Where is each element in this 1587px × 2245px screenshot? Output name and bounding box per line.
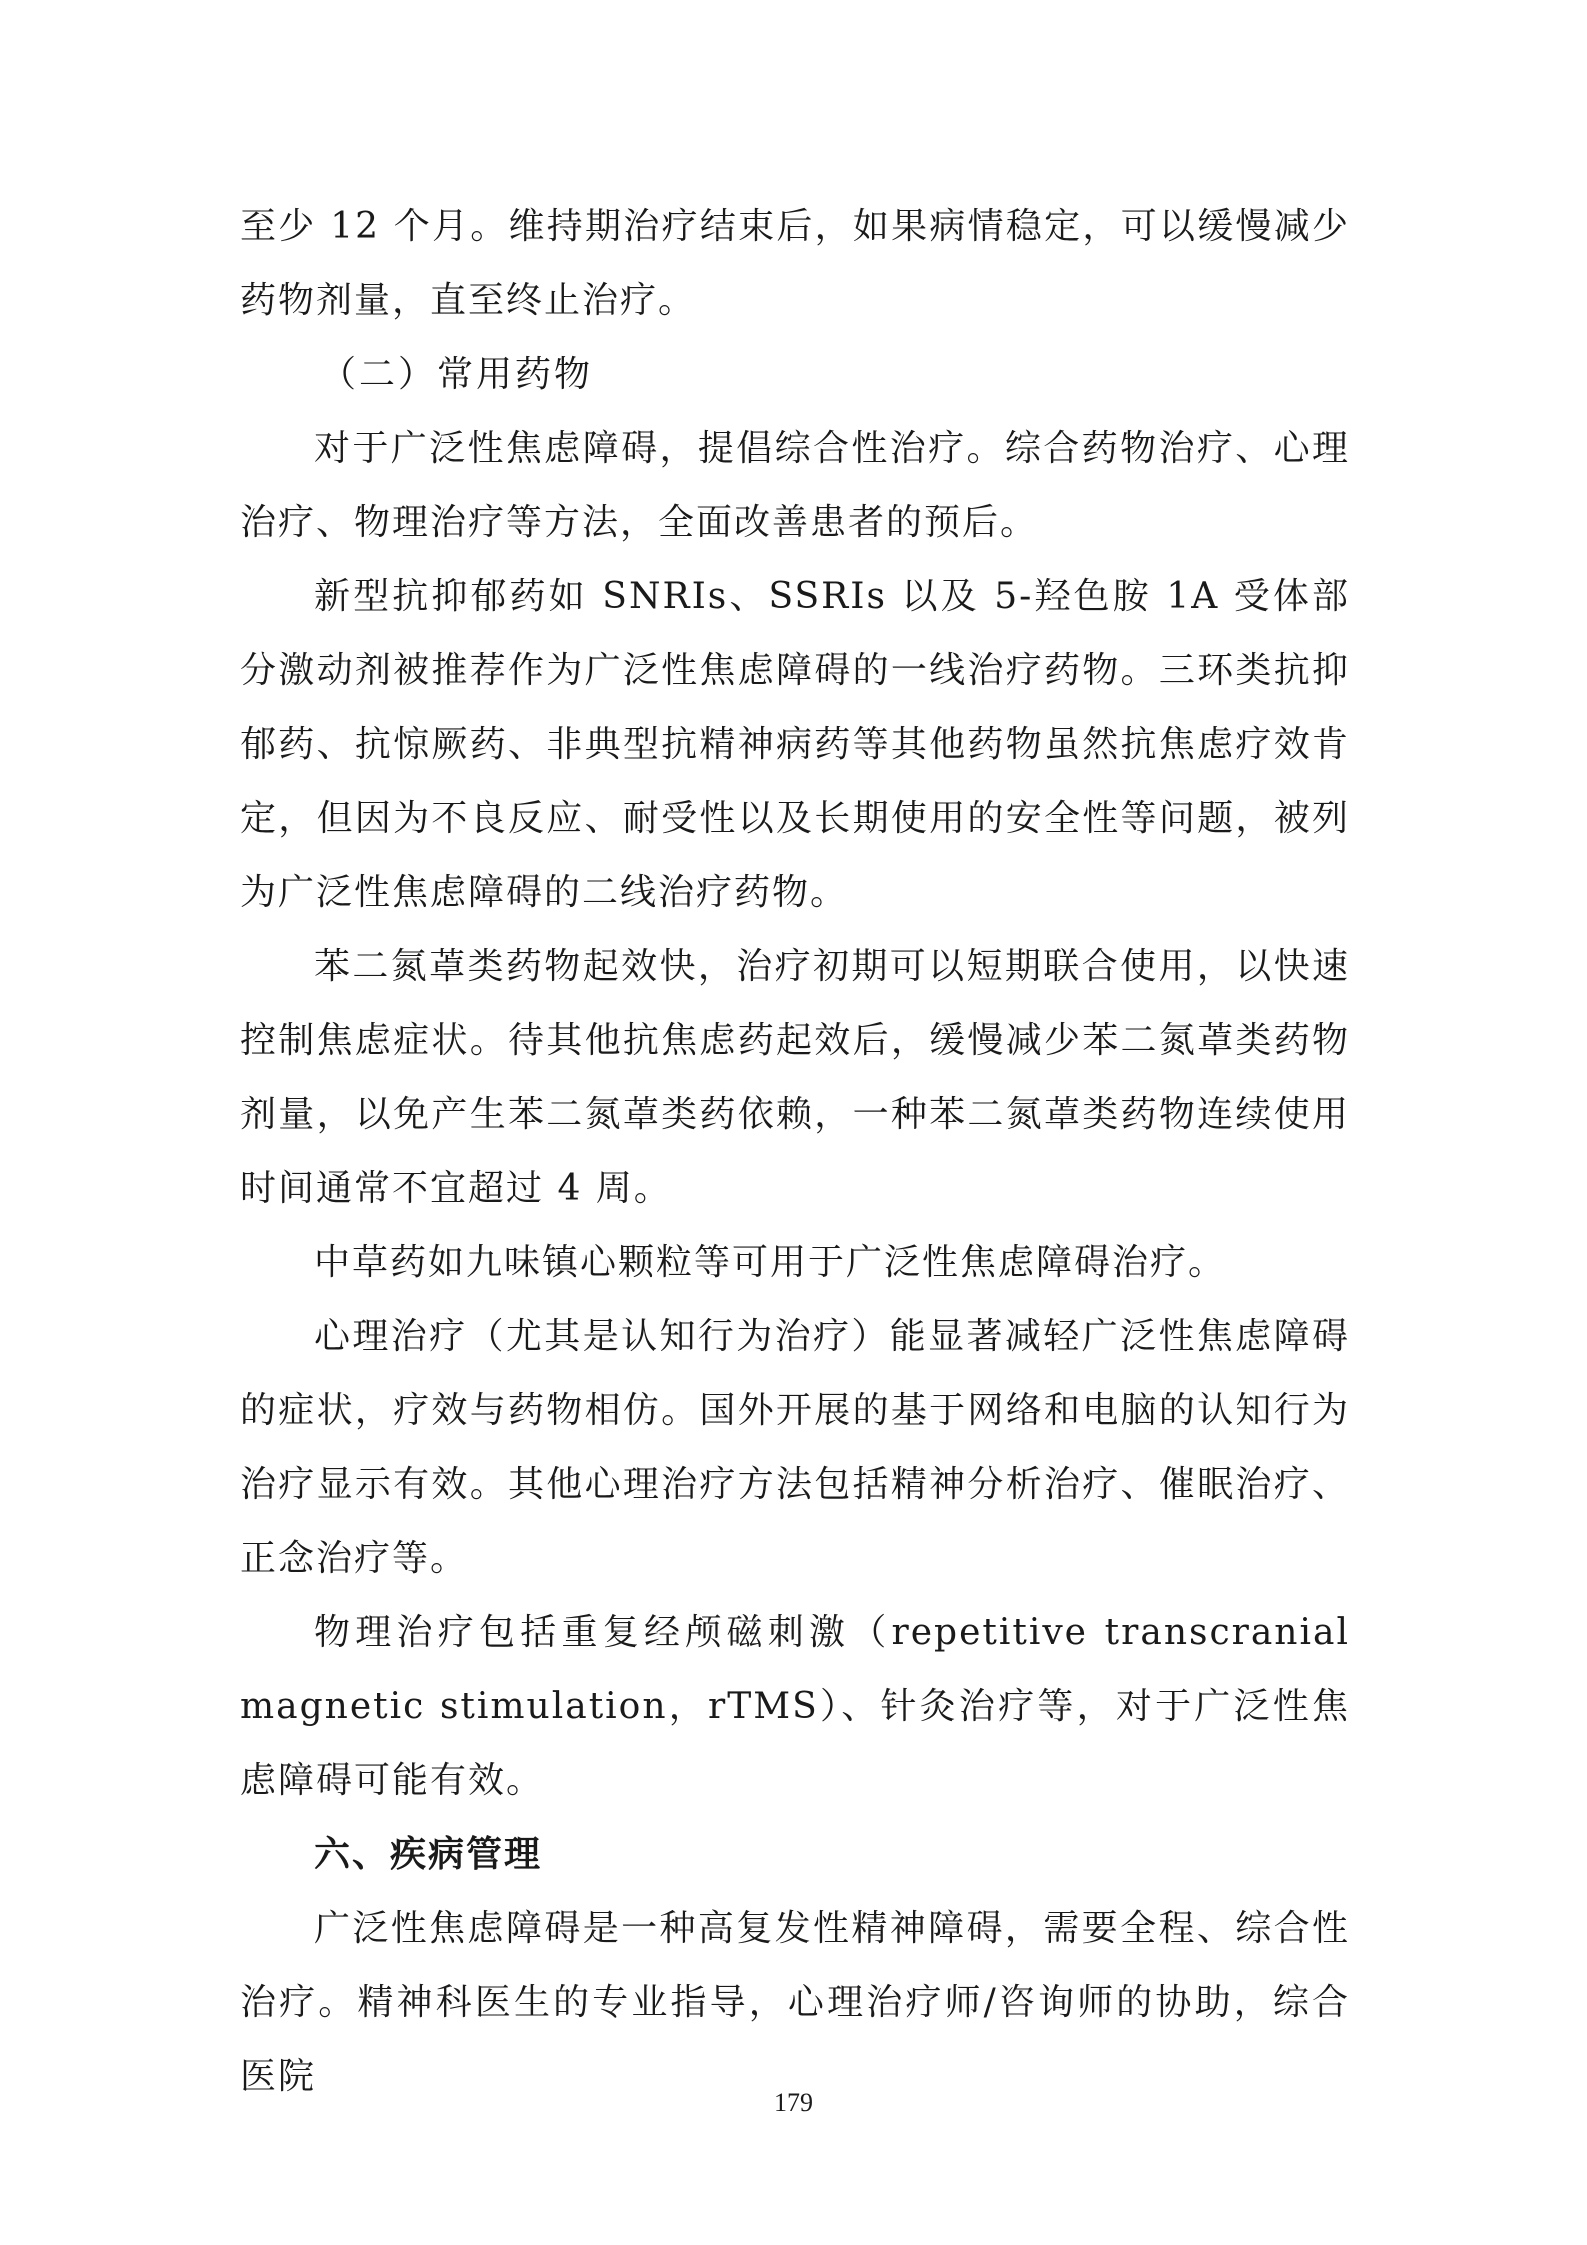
paragraph-psychotherapy: 心理治疗（尤其是认知行为治疗）能显著减轻广泛性焦虑障碍的症状，疗效与药物相仿。国外开展的基于网络和电脑的认知行为治疗显示有效。其他心理治疗方法包括精神分析治疗、催眠治疗、正念治疗等。: [240, 1316, 1350, 1579]
page-number: 179: [774, 2088, 813, 2117]
paragraph-benzodiazepines: 苯二氮䓬类药物起效快，治疗初期可以短期联合使用，以快速控制焦虑症状。待其他抗焦虑药起效后，缓慢减少苯二氮䓬类药物剂量，以免产生苯二氮䓬类药依赖，一种苯二氮䓬类药物连续使用时间通常不宜超过 4 周。: [240, 946, 1350, 1209]
subheading-common-drugs: （二）常用药物: [320, 354, 594, 395]
paragraph-comprehensive-treatment: 对于广泛性焦虑障碍，提倡综合性治疗。综合药物治疗、心理治疗、物理治疗等方法，全面改善患者的预后。: [240, 428, 1350, 543]
paragraph-maintenance-end: 至少 12 个月。维持期治疗结束后，如果病情稳定，可以缓慢减少药物剂量，直至终止治疗。: [240, 206, 1350, 321]
paragraph-disease-management: 广泛性焦虑障碍是一种高复发性精神障碍，需要全程、综合性治疗。精神科医生的专业指导，心理治疗师/咨询师的协助，综合医院: [240, 1908, 1350, 2097]
paragraph-first-line-drugs: 新型抗抑郁药如 SNRIs、SSRIs 以及 5-羟色胺 1A 受体部分激动剂被推荐作为广泛性焦虑障碍的一线治疗药物。三环类抗抑郁药、抗惊厥药、非典型抗精神病药等其他药物虽然抗焦虑疗效肯定，但因为不良反应、耐受性以及长期使用的安全性等问题，被列为广泛性焦虑障碍的二线治疗药物。: [240, 576, 1350, 913]
paragraph-physical-therapy: 物理治疗包括重复经颅磁刺激（repetitive transcranial magnetic stimulation，rTMS）、针灸治疗等，对于广泛性焦虑障碍可能有效。: [240, 1612, 1350, 1801]
page-body: [240, 190, 1350, 2114]
paragraph-herbal-medicine: 中草药如九味镇心颗粒等可用于广泛性焦虑障碍治疗。: [314, 1242, 1227, 1283]
section-heading-disease-management: 六、疾病管理: [314, 1834, 543, 1875]
